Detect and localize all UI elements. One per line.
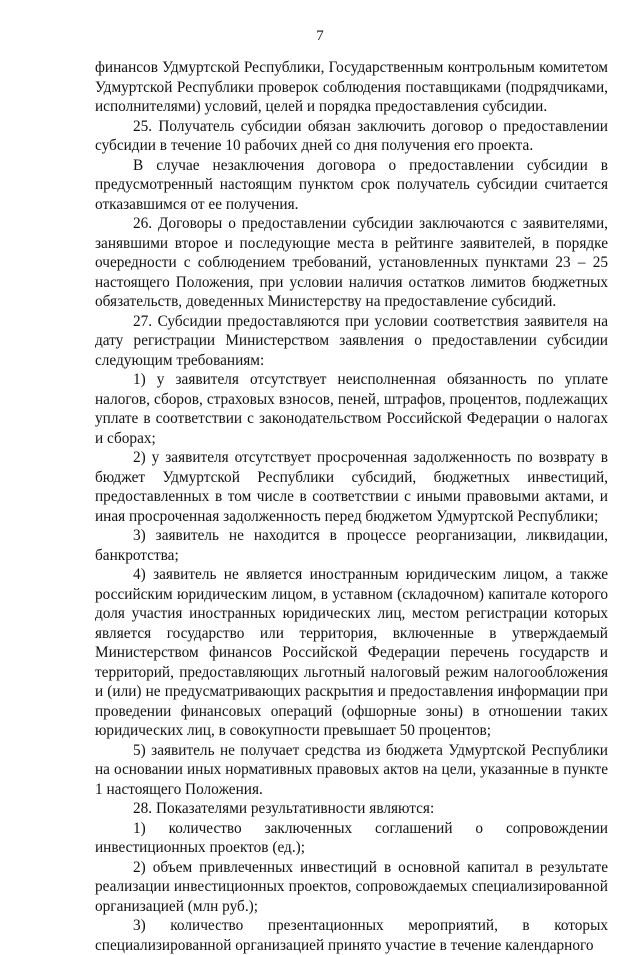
indicator-3: 3) количество презентационных мероприятий, в которых специализированной организацией принято участие в течение календарного: [95, 917, 608, 954]
indicator-2: 2) объем привлеченных инвестиций в основной капитал в результате реализации инвестиционных проектов, сопровождаемых специализированной организацией (млн руб.);: [95, 858, 608, 915]
document-body: [95, 58, 608, 955]
requirement-2: 2) у заявителя отсутствует просроченная задолженность по возврату в бюджет Удмуртской Республики субсидий, бюджетных инвестиций, предоставленных в том числе в соответствии с иными правовыми актами, и иная просроченная задолженность перед бюджетом Удмуртской Республики;: [95, 449, 608, 525]
requirement-1: 1) у заявителя отсутствует неисполненная обязанность по уплате налогов, сборов, страховых взносов, пеней, штрафов, процентов, подлежащих уплате в соответствии с законодательством Российской Федерации о налогах и сборах;: [95, 371, 608, 447]
indicator-1: 1) количество заключенных соглашений о сопровождении инвестиционных проектов (ед.);: [95, 819, 608, 856]
paragraph-item-25: 25. Получатель субсидии обязан заключить договор о предоставлении субсидии в течение 10 рабочих дней со дня получения его проекта.: [95, 117, 608, 154]
requirement-3: 3) заявитель не находится в процессе реорганизации, ликвидации, банкротства;: [95, 527, 608, 564]
paragraph-item-25-note: В случае незаключения договора о предоставлении субсидии в предусмотренный настоящим пунктом срок получатель субсидии считается отказавшимся от ее получения.: [95, 156, 608, 213]
paragraph-item-27: 27. Субсидии предоставляются при условии соответствия заявителя на дату регистрации Министерством заявления о предоставлении субсидии следующим требованиям:: [95, 312, 608, 369]
paragraph-continuation: финансов Удмуртской Республики, Государственным контрольным комитетом Удмуртской Республики проверок соблюдения поставщиками (подрядчиками, исполнителями) условий, целей и порядка предоставления субсидии.: [95, 59, 608, 115]
paragraph-item-26: 26. Договоры о предоставлении субсидии заключаются с заявителями, занявшими второе и последующие места в рейтинге заявителей, в порядке очередности с соблюдением требований, установленных пунктами 23 – 25 настоящего Положения, при условии наличия остатков лимитов бюджетных обязательств, доведенных Министерству на предоставление субсидий.: [95, 215, 608, 310]
requirement-4: 4) заявитель не является иностранным юридическим лицом, а также российским юридическим лицом, в уставном (складочном) капитале которого доля участия иностранных юридических лиц, местом регистрации которых является государство или территория, включенные в утверждаемый Министерством финансов Российской Федерации перечень государств и территорий, предоставляющих льготный налоговый режим налогообложения и (или) не предусматривающих раскрытия и предоставления информации при проведении финансовых операций (офшорные зоны) в отношении таких юридических лиц, в совокупности превышает 50 процентов;: [95, 566, 608, 739]
paragraph-item-28: 28. Показателями результативности являются:: [133, 800, 435, 817]
requirement-5: 5) заявитель не получает средства из бюджета Удмуртской Республики на основании иных нормативных правовых актов на цели, указанные в пункте 1 настоящего Положения.: [95, 741, 608, 798]
page-number: 7: [316, 28, 324, 44]
